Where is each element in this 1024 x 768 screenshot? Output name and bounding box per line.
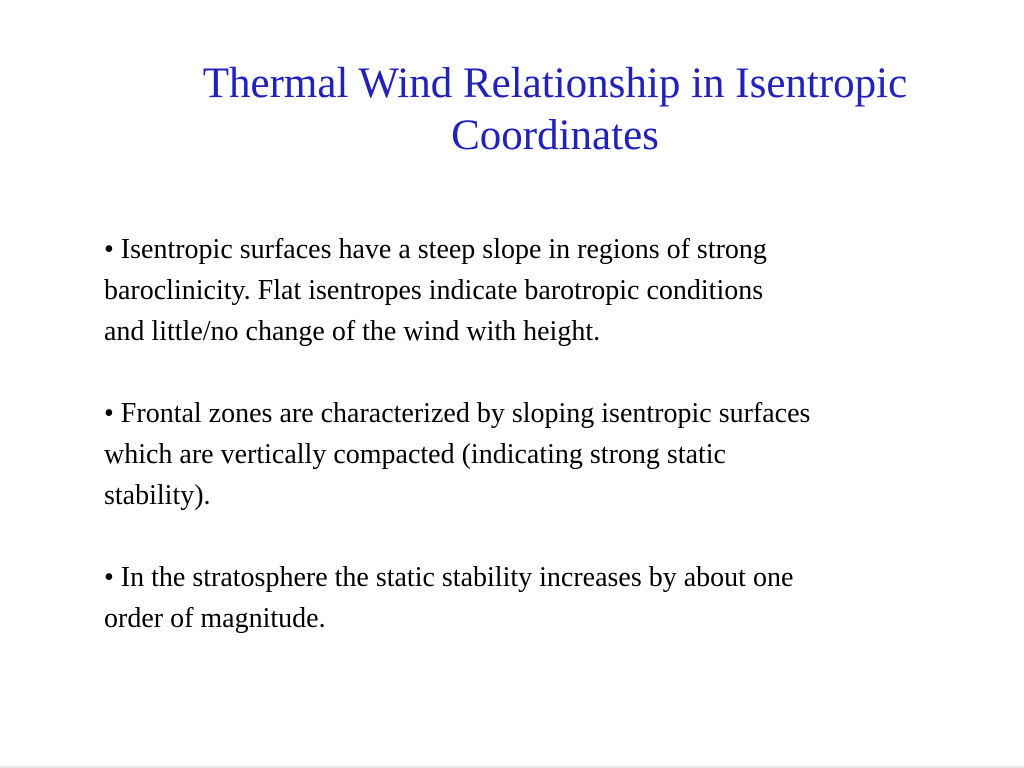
bullet-line: stability). xyxy=(104,480,211,511)
bullet-item xyxy=(104,229,1004,352)
slide-body xyxy=(104,229,1004,680)
bullet-line: baroclinicity. Flat isentropes indicate barotropic conditions xyxy=(104,275,764,306)
slide-title-line: Thermal Wind Relationship in Isentropic xyxy=(202,60,908,107)
bullet-line: • In the stratosphere the static stability increases by about one xyxy=(104,562,794,593)
bullet-item xyxy=(104,557,1004,639)
bullet-line: • Frontal zones are characterized by sloping isentropic surfaces xyxy=(104,398,811,429)
bullet-item xyxy=(104,393,1004,516)
bullet-line: • Isentropic surfaces have a steep slope in regions of strong xyxy=(104,234,767,265)
bullet-line: which are vertically compacted (indicating strong static xyxy=(104,439,726,470)
bullet-line: and little/no change of the wind with height. xyxy=(104,316,601,347)
slide-title-line: Coordinates xyxy=(451,112,659,159)
bullet-line: order of magnitude. xyxy=(104,603,326,634)
slide-title xyxy=(120,58,990,162)
